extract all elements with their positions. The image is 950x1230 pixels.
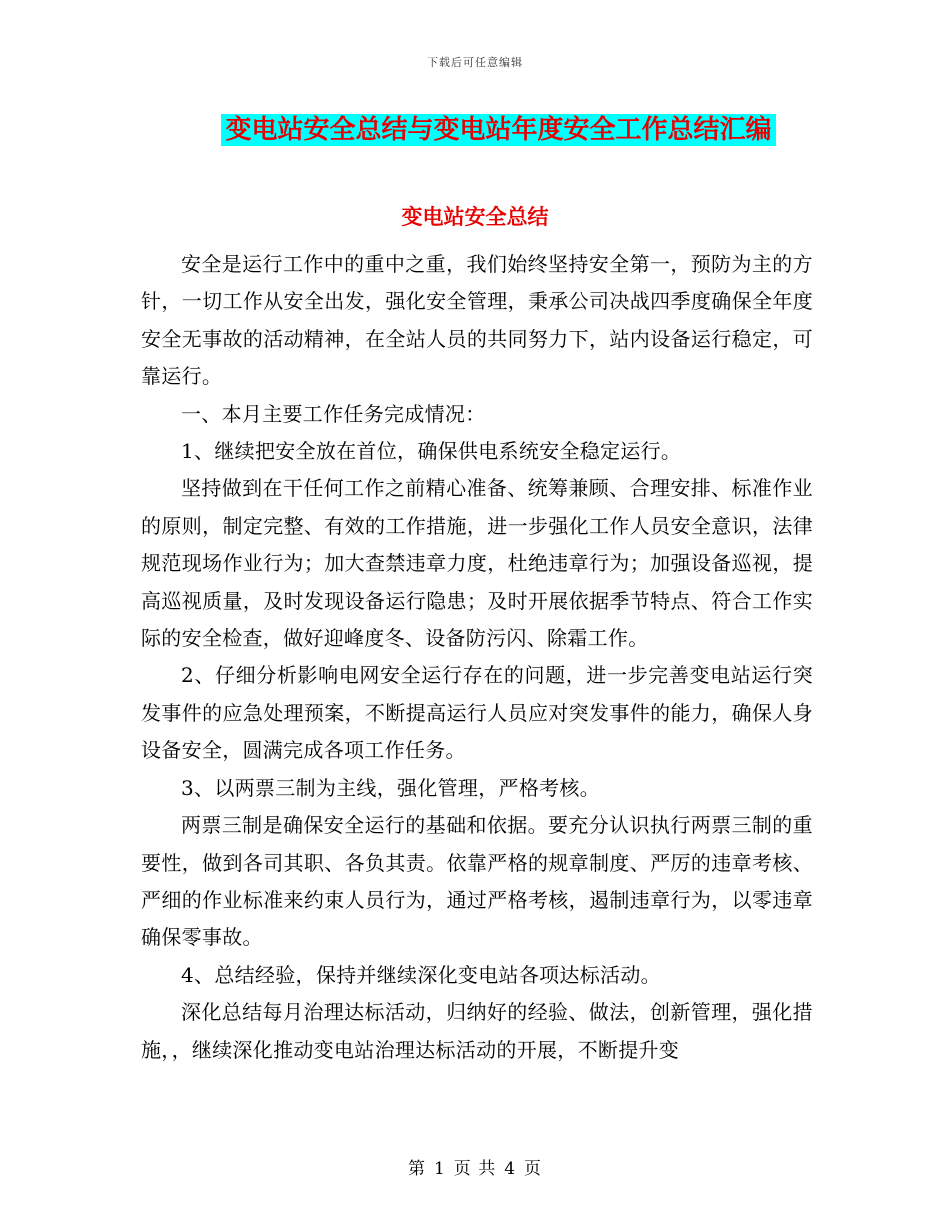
- header-note: 下载后可任意编辑: [427, 56, 523, 69]
- paragraph-item-1: 1、继续把安全放在首位，确保供电系统安全稳定运行。: [181, 439, 682, 464]
- page-total: 4: [504, 1159, 517, 1179]
- paragraph-item-3: 3、以两票三制为主线，强化管理，严格考核。: [181, 775, 601, 800]
- main-title-container: [0, 114, 950, 146]
- page-label-prefix: 第: [407, 1159, 426, 1179]
- paragraph-item-3-detail: 两票三制是确保安全运行的基础和依据。要充分认识执行两票三制的重要性，做到各司其职、各负其责。依靠严格的规章制度、严厉的违章考核、严细的作业标准来约束人员行为，通过严格考核，遏制违章行为，以零违章确保零事故。: [141, 813, 813, 950]
- page-label-mid: 页 共: [453, 1159, 497, 1179]
- paragraph-heading-1: 一、本月主要工作任务完成情况：: [181, 401, 486, 426]
- paragraph-item-1-detail: 坚持做到在干任何工作之前精心准备、统筹兼顾、合理安排、标准作业的原则，制定完整、有效的工作措施，进一步强化工作人员安全意识，法律规范现场作业行为；加大查禁违章力度，杜绝违章行为；加强设备巡视，提高巡视质量，及时发现设备运行隐患；及时开展依据季节特点、符合工作实际的安全检查，做好迎峰度冬、设备防污闪、除霜工作。: [141, 476, 813, 651]
- page-current: 1: [433, 1159, 446, 1179]
- document-body: [141, 246, 813, 1069]
- paragraph-item-4: 4、总结经验，保持并继续深化变电站各项达标活动。: [181, 962, 661, 987]
- paragraph-item-4-detail: 深化总结每月治理达标活动，归纳好的经验、做法，创新管理，强化措施，，继续深化推动变电站治理达标活动的开展，不断提升变: [141, 1000, 813, 1062]
- paragraph-intro: 安全是运行工作中的重中之重，我们始终坚持安全第一，预防为主的方针，一切工作从安全出发，强化安全管理，秉承公司决战四季度确保全年度安全无事故的活动精神，在全站人员的共同努力下，站内设备运行稳定，可靠运行。: [141, 252, 813, 389]
- section-title: 变电站安全总结: [401, 205, 549, 229]
- page-label-suffix: 页: [524, 1159, 543, 1179]
- paragraph-item-2: 2、仔细分析影响电网安全运行存在的问题，进一步完善变电站运行突发事件的应急处理预案，不断提高运行人员应对突发事件的能力，确保人身设备安全，圆满完成各项工作任务。: [141, 663, 813, 763]
- page-footer: [0, 1154, 950, 1179]
- main-title: 变电站安全总结与变电站年度安全工作总结汇编: [221, 114, 775, 146]
